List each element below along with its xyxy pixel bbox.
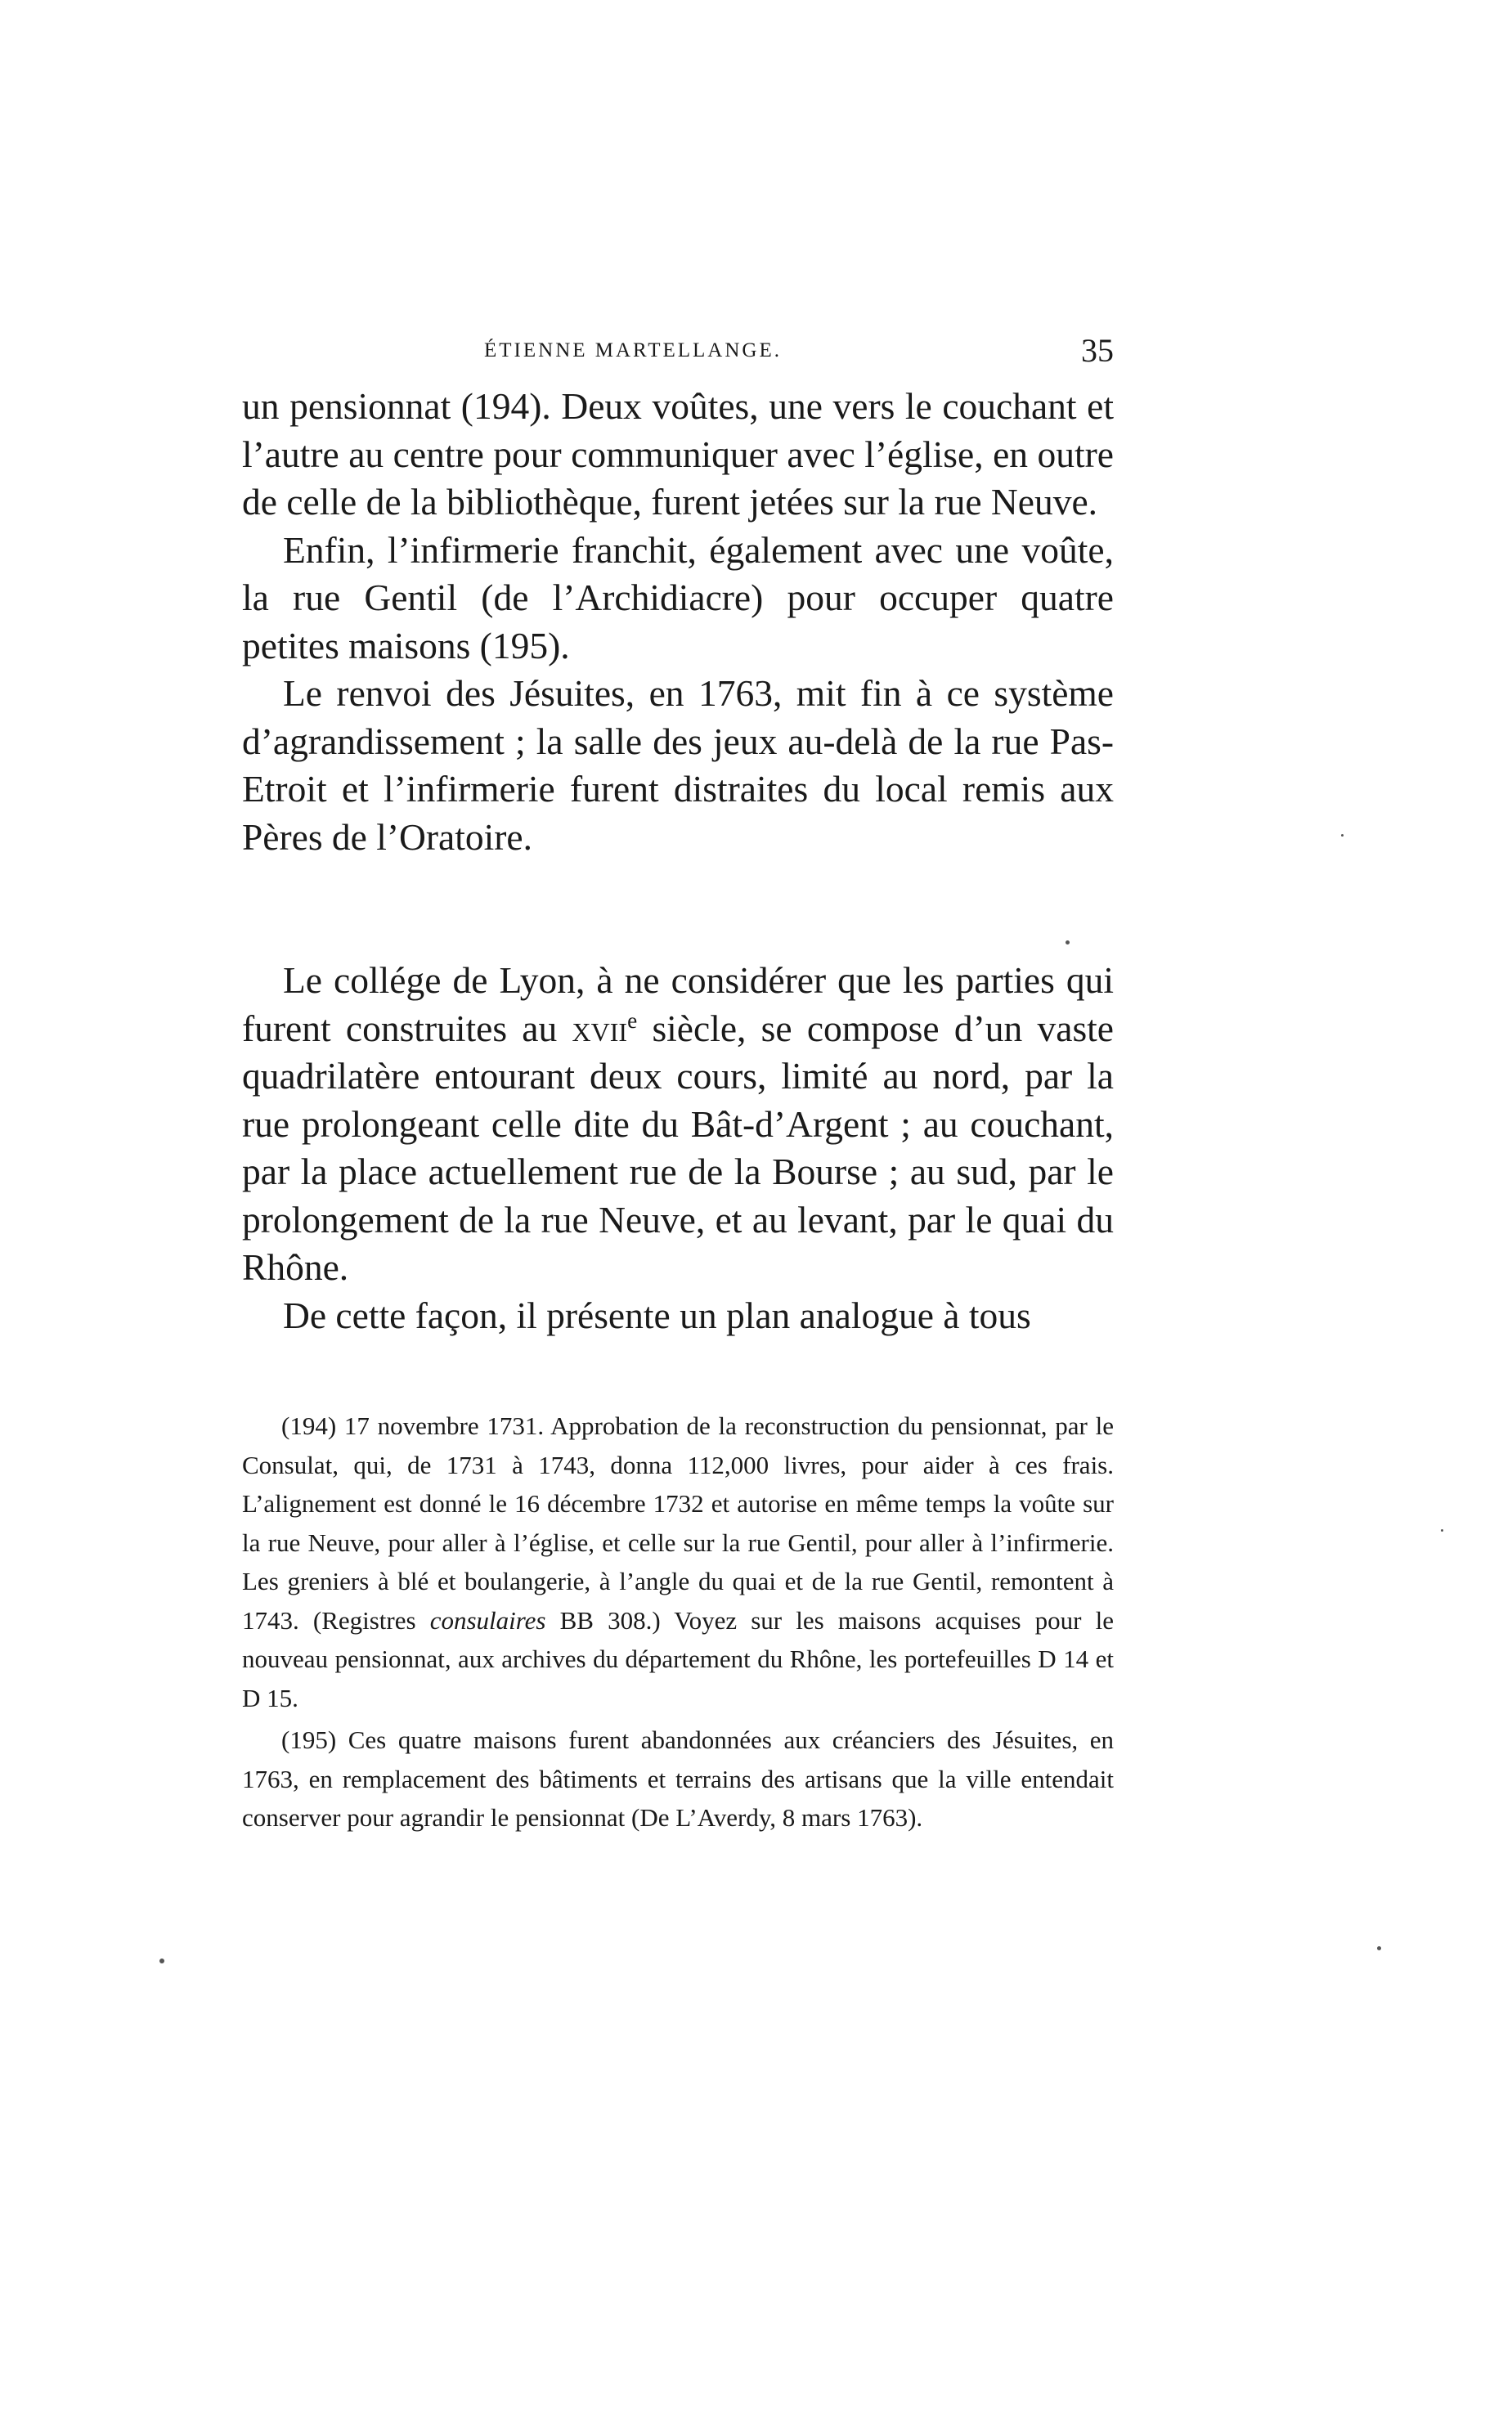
paragraph-college-de-lyon xyxy=(242,957,1114,1292)
scan-speck xyxy=(1066,940,1070,945)
footnote-194 xyxy=(242,1407,1114,1717)
scan-speck xyxy=(1441,1529,1443,1532)
running-title: ÉTIENNE MARTELLANGE. xyxy=(484,339,782,361)
fn194-text-before: (194) 17 novembre 1731. Approbation de la reconstruction du pensionnat, par le Consulat, qui, de 1731 à 1743, donna 112,000 livres, pour aider à ces frais. L’alignement est donné le 16 décembre 1732 et autorise en même temps la voûte sur la rue Neuve, pour aller à l’église, et celle sur la rue Gentil, pour aller à l’infirmerie. Les greniers à blé et boulangerie, à l’angle du quai et de la rue Gentil, remontent à 1743. (Registres xyxy=(242,1411,1114,1635)
running-head xyxy=(245,331,1114,380)
century-numeral: xvii xyxy=(572,1007,628,1049)
page-number: 35 xyxy=(1081,332,1114,369)
paragraph-infirmerie: Enfin, l’infirmerie franchit, également avec une voûte, la rue Gentil (de l’Archidiacre) pour occuper quatre petites maisons (195). xyxy=(242,528,1114,666)
p4-text-after: siècle, se compose d’un vaste quadrilatère entourant deux cours, limité au nord, par la rue prolongeant celle dite du Bât-d’Argent ; au couchant, par la place actuellement rue de la Bourse ; au sud, par le prolongement de la rue Neuve, et au levant, par le quai du Rhône. xyxy=(242,1007,1115,1288)
paragraph-continued: un pensionnat (194). Deux voûtes, une vers le couchant et l’autre au centre pour communiquer avec l’église, en outre de celle de la bibliothèque, furent jetées sur la rue Neuve. xyxy=(242,385,1114,523)
scan-speck xyxy=(1377,1946,1381,1950)
paragraph-plan-analogue: De cette façon, il présente un plan analogue à tous xyxy=(283,1294,1031,1336)
section-break xyxy=(242,861,1114,957)
paragraph-renvoi-jesuites: Le renvoi des Jésuites, en 1763, mit fin à ce système d’agrandissement ; la salle des jeux au-delà de la rue Pas-Etroit et l’infirmerie furent distraites du local remis aux Pères de l’Oratoire. xyxy=(242,672,1114,858)
p4-text-before: Le collége de Lyon, à ne considérer que les parties qui furent construites au xyxy=(242,959,1114,1049)
scan-speck xyxy=(159,1959,164,1963)
footnote-195: (195) Ces quatre maisons furent abandonnées aux créanciers des Jésuites, en 1763, en remplacement des bâtiments et terrains des artisans que la ville entendait conserver pour agrandir le pensionnat (De L’Averdy, 8 mars 1763). xyxy=(242,1725,1114,1832)
scan-speck xyxy=(1341,834,1344,837)
fn194-italic: consulaires xyxy=(429,1605,546,1635)
body-text xyxy=(242,383,1114,1339)
footnotes xyxy=(242,1407,1114,1841)
fn194-text-after: BB 308.) Voyez sur les maisons acquises pour le nouveau pensionnat, aux archives du département du Rhône, les portefeuilles D 14 et D 15. xyxy=(242,1605,1114,1712)
century-superscript: e xyxy=(627,1007,638,1033)
